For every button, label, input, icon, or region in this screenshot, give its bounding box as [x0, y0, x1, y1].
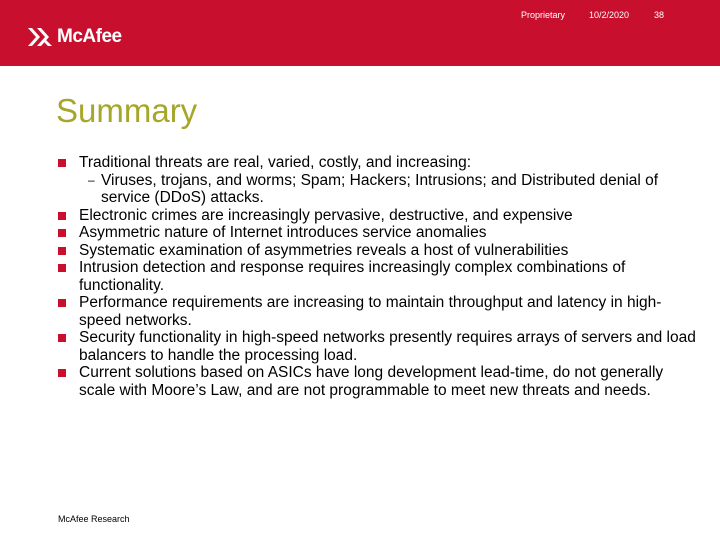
bullet-item	[58, 154, 698, 172]
slide-header	[0, 0, 720, 66]
bullet-item	[58, 242, 698, 260]
mcafee-logo	[25, 24, 122, 50]
slide-title: Summary	[56, 92, 198, 129]
bullet-text: Asymmetric nature of Internet introduces service anomalies	[79, 224, 487, 241]
bullet-item	[58, 224, 698, 242]
bullet-item	[58, 259, 698, 294]
bullet-text: Performance requirements are increasing to maintain throughput and latency in high-speed networks.	[79, 294, 662, 329]
bullet-text: Security functionality in high-speed networks presently requires arrays of servers and load balancers to handle the processing load.	[79, 329, 696, 364]
bullet-text: Traditional threats are real, varied, costly, and increasing:	[79, 154, 471, 171]
bullet-text: Current solutions based on ASICs have long development lead-time, do not generally scale with Moore’s Law, and are not programmable to meet new threats and needs.	[79, 364, 664, 399]
logo-text: McAfee	[57, 26, 122, 47]
dash-bullet-icon: –	[88, 172, 95, 187]
square-bullet-icon	[58, 264, 66, 272]
mcafee-shield-icon	[25, 24, 55, 50]
sub-bullet-item	[58, 172, 698, 207]
square-bullet-icon	[58, 229, 66, 237]
bullet-text: Intrusion detection and response requires increasingly complex combinations of functionality.	[79, 259, 626, 294]
square-bullet-icon	[58, 212, 66, 220]
square-bullet-icon	[58, 369, 66, 377]
bullet-text: Electronic crimes are increasingly pervasive, destructive, and expensive	[79, 206, 573, 224]
bullet-item	[58, 364, 698, 399]
classification-label: Proprietary	[521, 10, 566, 20]
bullet-item	[58, 207, 698, 225]
bullet-text: Systematic examination of asymmetries reveals a host of vulnerabilities	[79, 241, 569, 259]
bullet-list	[58, 154, 698, 399]
square-bullet-icon	[58, 247, 66, 255]
slide-date: 10/2/2020	[589, 10, 630, 20]
sub-bullet-text: Viruses, trojans, and worms; Spam; Hackers; Intrusions; and Distributed denial of service (DDoS) attacks.	[101, 171, 659, 206]
page-number: 38	[654, 10, 665, 20]
header-meta	[0, 10, 720, 24]
bullet-item	[58, 329, 698, 364]
square-bullet-icon	[58, 299, 66, 307]
square-bullet-icon	[58, 159, 66, 167]
footer-text: McAfee Research	[58, 514, 130, 524]
bullet-item	[58, 294, 698, 329]
square-bullet-icon	[58, 334, 66, 342]
